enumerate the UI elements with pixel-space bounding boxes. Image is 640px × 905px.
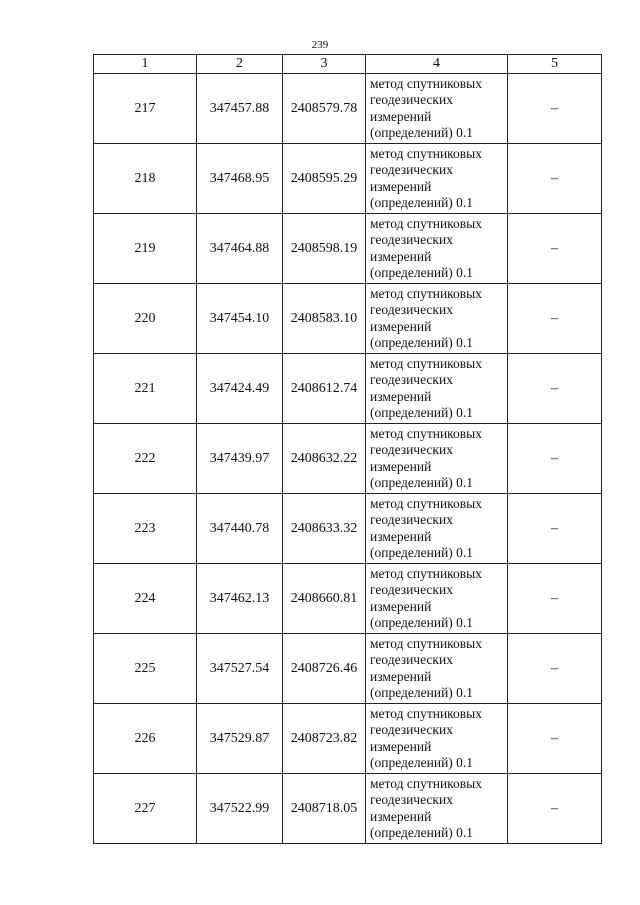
method-line: метод спутниковых <box>370 635 482 651</box>
note-cell: – <box>508 424 602 494</box>
table-body <box>94 74 602 844</box>
method-line: измерений <box>370 318 432 334</box>
x-coordinate-cell: 347424.49 <box>197 354 283 424</box>
note-cell: – <box>508 494 602 564</box>
method-line: геодезических <box>370 652 453 667</box>
method-line: метод спутниковых <box>370 355 482 371</box>
method-line: метод спутниковых <box>370 775 482 791</box>
table-row <box>94 354 602 424</box>
table-row <box>94 424 602 494</box>
method-line: (определений) 0.1 <box>370 825 474 840</box>
point-number-cell: 220 <box>94 284 197 354</box>
x-coordinate-cell: 347527.54 <box>197 634 283 704</box>
method-line: метод спутниковых <box>370 215 482 231</box>
y-coordinate-cell: 2408660.81 <box>283 564 366 634</box>
note-cell: – <box>508 144 602 214</box>
point-number-cell: 218 <box>94 144 197 214</box>
y-coordinate-cell: 2408598.19 <box>283 214 366 284</box>
method-line: геодезических <box>370 302 453 317</box>
method-line: (определений) 0.1 <box>370 615 474 630</box>
method-line: (определений) 0.1 <box>370 265 474 280</box>
method-line: геодезических <box>370 232 453 247</box>
method-cell <box>366 144 508 214</box>
y-coordinate-cell: 2408612.74 <box>283 354 366 424</box>
table-row <box>94 74 602 144</box>
x-coordinate-cell: 347522.99 <box>197 774 283 844</box>
method-cell <box>366 634 508 704</box>
y-coordinate-cell: 2408579.78 <box>283 74 366 144</box>
method-line: геодезических <box>370 722 453 737</box>
table-row <box>94 214 602 284</box>
y-coordinate-cell: 2408595.29 <box>283 144 366 214</box>
point-number-cell: 217 <box>94 74 197 144</box>
y-coordinate-cell: 2408632.22 <box>283 424 366 494</box>
method-line: (определений) 0.1 <box>370 545 474 560</box>
header-col-3: 3 <box>283 55 366 74</box>
method-cell <box>366 704 508 774</box>
method-line: (определений) 0.1 <box>370 195 474 210</box>
table-row <box>94 774 602 844</box>
method-line: метод спутниковых <box>370 425 482 441</box>
coordinates-table <box>93 54 602 844</box>
x-coordinate-cell: 347464.88 <box>197 214 283 284</box>
x-coordinate-cell: 347529.87 <box>197 704 283 774</box>
method-line: геодезических <box>370 582 453 597</box>
method-line: метод спутниковых <box>370 495 482 511</box>
method-line: измерений <box>370 808 432 824</box>
y-coordinate-cell: 2408583.10 <box>283 284 366 354</box>
table-row <box>94 144 602 214</box>
x-coordinate-cell: 347439.97 <box>197 424 283 494</box>
point-number-cell: 222 <box>94 424 197 494</box>
method-line: геодезических <box>370 372 453 387</box>
note-cell: – <box>508 354 602 424</box>
point-number-cell: 226 <box>94 704 197 774</box>
method-cell <box>366 214 508 284</box>
note-cell: – <box>508 564 602 634</box>
y-coordinate-cell: 2408726.46 <box>283 634 366 704</box>
method-line: измерений <box>370 178 432 194</box>
method-line: измерений <box>370 108 432 124</box>
method-cell <box>366 424 508 494</box>
x-coordinate-cell: 347462.13 <box>197 564 283 634</box>
point-number-cell: 224 <box>94 564 197 634</box>
header-col-4: 4 <box>366 55 508 74</box>
table-row <box>94 564 602 634</box>
method-line: (определений) 0.1 <box>370 335 474 350</box>
method-line: (определений) 0.1 <box>370 405 474 420</box>
note-cell: – <box>508 704 602 774</box>
method-line: метод спутниковых <box>370 565 482 581</box>
point-number-cell: 219 <box>94 214 197 284</box>
x-coordinate-cell: 347468.95 <box>197 144 283 214</box>
method-cell <box>366 354 508 424</box>
method-line: геодезических <box>370 92 453 107</box>
method-line: измерений <box>370 458 432 474</box>
method-line: геодезических <box>370 512 453 527</box>
header-col-5: 5 <box>508 55 602 74</box>
header-col-1: 1 <box>94 55 197 74</box>
method-line: измерений <box>370 738 432 754</box>
note-cell: – <box>508 284 602 354</box>
method-line: метод спутниковых <box>370 145 482 161</box>
table-header-row <box>94 55 602 74</box>
method-line: (определений) 0.1 <box>370 475 474 490</box>
table-row <box>94 284 602 354</box>
y-coordinate-cell: 2408718.05 <box>283 774 366 844</box>
table-row <box>94 704 602 774</box>
page-number: 239 <box>311 39 329 51</box>
method-line: (определений) 0.1 <box>370 685 474 700</box>
point-number-cell: 225 <box>94 634 197 704</box>
note-cell: – <box>508 214 602 284</box>
point-number-cell: 223 <box>94 494 197 564</box>
header-col-2: 2 <box>197 55 283 74</box>
method-line: измерений <box>370 598 432 614</box>
method-line: метод спутниковых <box>370 285 482 301</box>
note-cell: – <box>508 74 602 144</box>
note-cell: – <box>508 634 602 704</box>
method-cell <box>366 284 508 354</box>
table-row <box>94 634 602 704</box>
method-line: измерений <box>370 528 432 544</box>
method-line: метод спутниковых <box>370 705 482 721</box>
method-cell <box>366 564 508 634</box>
method-line: (определений) 0.1 <box>370 125 474 140</box>
table-row <box>94 494 602 564</box>
x-coordinate-cell: 347454.10 <box>197 284 283 354</box>
y-coordinate-cell: 2408633.32 <box>283 494 366 564</box>
method-line: геодезических <box>370 162 453 177</box>
point-number-cell: 227 <box>94 774 197 844</box>
point-number-cell: 221 <box>94 354 197 424</box>
method-line: метод спутниковых <box>370 75 482 91</box>
method-cell <box>366 74 508 144</box>
method-cell <box>366 494 508 564</box>
method-cell <box>366 774 508 844</box>
method-line: измерений <box>370 668 432 684</box>
method-line: измерений <box>370 248 432 264</box>
x-coordinate-cell: 347440.78 <box>197 494 283 564</box>
x-coordinate-cell: 347457.88 <box>197 74 283 144</box>
y-coordinate-cell: 2408723.82 <box>283 704 366 774</box>
method-line: (определений) 0.1 <box>370 755 474 770</box>
method-line: геодезических <box>370 442 453 457</box>
method-line: измерений <box>370 388 432 404</box>
method-line: геодезических <box>370 792 453 807</box>
note-cell: – <box>508 774 602 844</box>
